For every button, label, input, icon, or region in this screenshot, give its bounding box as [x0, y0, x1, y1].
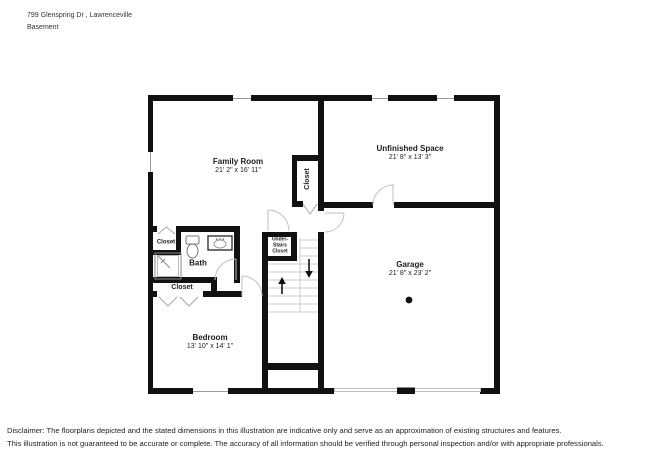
room-dimensions: 21' 8" x 23' 2": [388, 270, 432, 277]
disclaimer-line-1: Disclaimer: The floorplans depicted and the stated dimensions in this illustration are indicative only and serve as an approximation of existing structures and features.: [7, 426, 562, 435]
address-text: 799 Glenspring Dr , Lawrenceville: [27, 12, 133, 19]
disclaimer-line-2: This illustration is not guaranteed to be accurate or complete. The accuracy of all information should be verified through personal inspection and/or with appropriate professionals.: [7, 439, 604, 448]
room-name: Bedroom: [192, 333, 228, 342]
disclaimer: [7, 424, 604, 450]
room-name: Garage: [396, 260, 424, 269]
room-dimensions: 21' 8" x 13' 3": [388, 154, 432, 161]
room-name: Closet: [156, 239, 176, 246]
door-family-room-hall: [268, 210, 289, 231]
toilet-icon: [186, 236, 199, 258]
room-name: Closet: [304, 168, 311, 190]
bedroom-label: [187, 333, 233, 351]
closet-middle-label: [304, 168, 312, 189]
room-dimensions: 21' 2" x 16' 11": [215, 167, 261, 174]
label-line: Closet: [272, 247, 288, 254]
room-name: Family Room: [212, 157, 264, 166]
floor-level-text: Basement: [27, 24, 59, 31]
door-bath: [215, 259, 236, 280]
shower-icon: [155, 253, 181, 279]
door-unfinished-space: [373, 184, 393, 205]
room-name: Closet: [171, 284, 193, 291]
chevron-closet-upper: [158, 227, 175, 234]
stairs-down-arrow-icon: [305, 259, 313, 278]
room-name: Unfinished Space: [376, 144, 444, 153]
family-room-label: [213, 157, 263, 175]
garage-drain-dot: [406, 297, 413, 304]
label-line: Stairs: [273, 242, 287, 249]
chevron-closet-lower-2: [180, 297, 198, 306]
room-dimensions: 13' 10" x 14' 1": [186, 343, 234, 350]
garage-door: [335, 388, 481, 395]
bath-label: [189, 259, 207, 268]
room-name: Bath: [189, 258, 207, 268]
closet-upper-label: [157, 240, 175, 247]
sink-vanity-icon: [208, 236, 232, 250]
chevron-closet-lower-1: [159, 297, 177, 306]
door-bedroom: [242, 276, 262, 296]
door-garage-entry: [325, 213, 344, 232]
understairs-closet-label: [272, 237, 288, 254]
unfinished-space-label: [376, 144, 443, 162]
chevron-closet-middle: [303, 204, 317, 214]
closet-lower-label: [171, 284, 192, 292]
garage-label: [389, 260, 431, 278]
label-line: Under-: [271, 236, 289, 243]
